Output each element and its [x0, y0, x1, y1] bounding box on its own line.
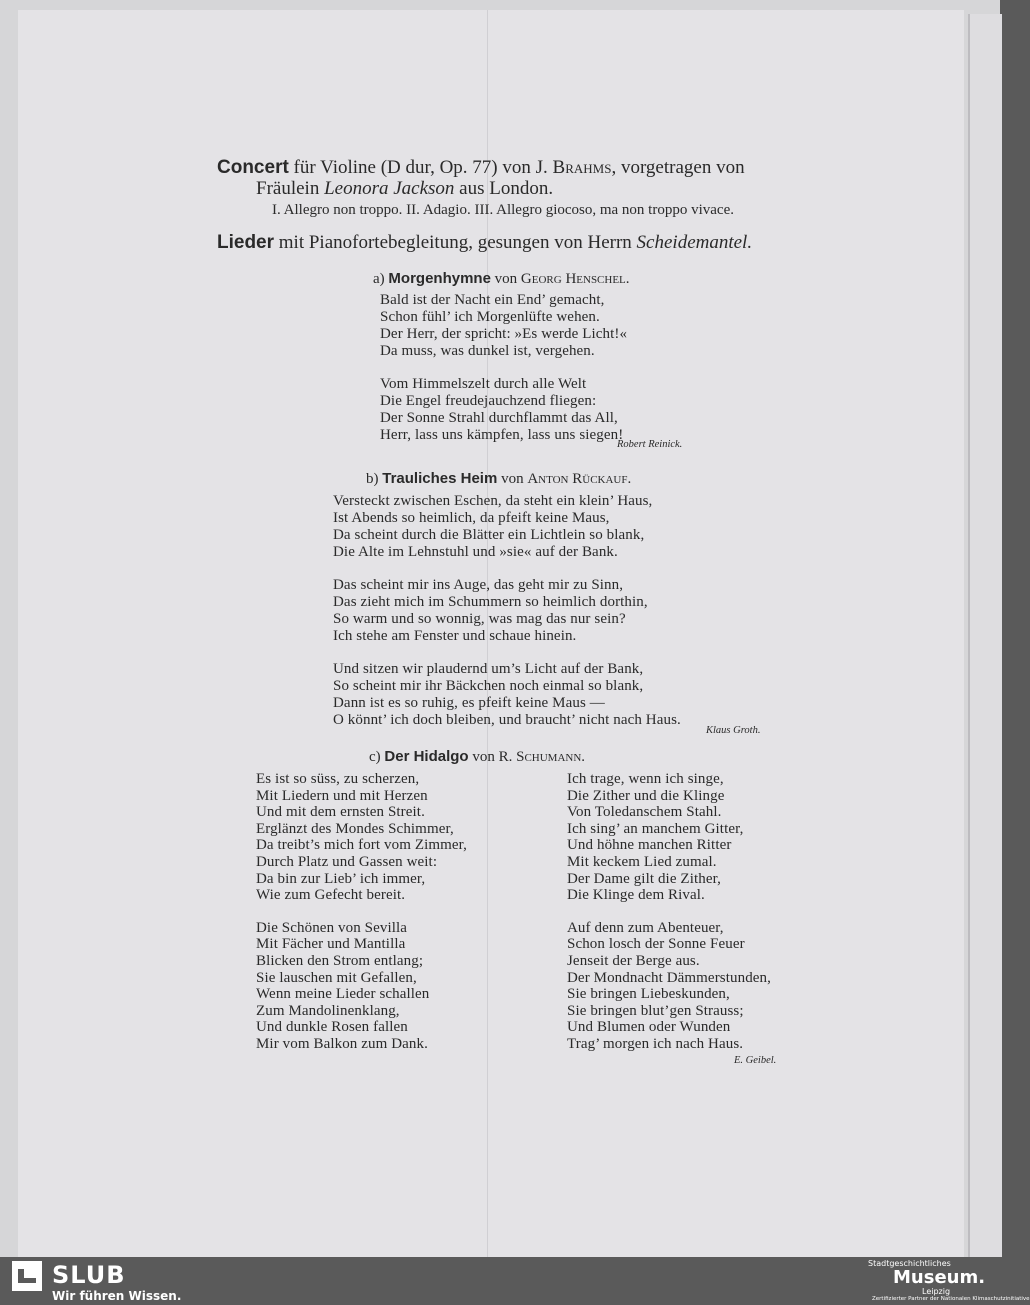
song-a-index: a) — [373, 271, 389, 287]
verse-line: Durch Platz und Gassen weit: — [256, 854, 438, 870]
verse-line: Die Schönen von Sevilla — [256, 919, 408, 936]
song-c-title: Der Hidalgo — [384, 748, 469, 765]
verse-line: Mit keckem Lied zumal. — [567, 854, 717, 870]
verse-line: Zum Mandolinenklang, — [256, 1002, 400, 1019]
verse-line: Die Zither und die Klinge — [567, 787, 725, 804]
museum-label: Stadtgeschichtliches — [868, 1259, 951, 1268]
verse-line: Sie bringen blut’gen Strauss; — [567, 1002, 744, 1019]
verse-line: Der Mondnacht Dämmerstunden, — [567, 969, 771, 986]
verse-line: Die Klinge dem Rival. — [567, 887, 705, 904]
song-b-index: b) — [366, 471, 383, 487]
concert-line2a: Fräulein — [256, 178, 325, 199]
concert-lead: Concert — [217, 157, 289, 178]
verse-line: Mir vom Balkon zum Dank. — [256, 1036, 428, 1052]
museum-city: Leipzig — [922, 1287, 951, 1296]
verse-line: Dann ist es so ruhig, es pfeift keine Maus — — [333, 695, 605, 711]
song-b-heading — [366, 470, 631, 488]
verse-line: So warm und so wonnig, was mag das nur sein? — [333, 611, 626, 627]
verse-line: Jenseit der Berge aus. — [567, 953, 700, 969]
verse-line: Die Alte im Lehnstuhl und »sie« auf der Bank. — [333, 544, 618, 560]
verse-line: Versteckt zwischen Eschen, da steht ein klein’ Haus, — [333, 493, 653, 509]
concert-text-2: , vorgetragen von — [611, 157, 745, 178]
concert-heading — [217, 157, 745, 179]
verse-line: Da bin zur Lieb’ ich immer, — [256, 870, 426, 887]
verse-line: Und mit dem ernsten Streit. — [256, 804, 425, 821]
slub-logo-icon — [12, 1261, 42, 1291]
verse-line: Da scheint durch die Blätter ein Lichtlein so blank, — [333, 527, 645, 543]
song-b-poet: Klaus Groth. — [706, 725, 761, 736]
verse-line: Der Herr, der spricht: »Es werde Licht!« — [380, 326, 628, 342]
slub-tagline: Wir führen Wissen. — [52, 1289, 182, 1303]
adjacent-page-edge — [968, 14, 1002, 1257]
verse-line: Schon losch der Sonne Feuer — [567, 936, 745, 953]
verse-line: Herr, lass uns kämpfen, lass uns siegen! — [380, 427, 624, 443]
song-a-composer: Georg Henschel. — [520, 271, 630, 287]
song-c-poet: E. Geibel. — [734, 1055, 777, 1066]
verse-line: So scheint mir ihr Bäckchen noch einmal so blank, — [333, 678, 644, 694]
song-b-by: von — [497, 471, 528, 487]
song-c-heading — [369, 748, 585, 766]
verse-line: Es ist so süss, zu scherzen, — [256, 771, 420, 787]
verse-line: Von Toledanschem Stahl. — [567, 804, 722, 821]
slub-name: SLUB — [52, 1261, 126, 1289]
verse-line: Und dunkle Rosen fallen — [256, 1019, 408, 1036]
lieder-singer: Scheidemantel. — [636, 232, 753, 253]
concert-text: für Violine (D dur, Op. 77) von J. — [288, 157, 553, 178]
verse-line: Blicken den Strom entlang; — [256, 953, 424, 969]
song-a-poet: Robert Reinick. — [617, 439, 683, 450]
verse-line: Auf denn zum Abenteuer, — [567, 919, 724, 936]
verse-line: Mit Fächer und Mantilla — [256, 936, 406, 953]
concert-performer-line — [256, 178, 553, 200]
verse-line: Erglänzt des Mondes Schimmer, — [256, 820, 454, 837]
verse-line: Und höhne manchen Ritter — [567, 837, 732, 854]
verse-line: Ich trage, wenn ich singe, — [567, 771, 724, 787]
concert-performer: Leonora Jackson — [324, 178, 455, 199]
museum-cert: Zertifizierter Partner der Nationalen Klimaschutzinitiative — [872, 1296, 1030, 1302]
song-c-by: von — [468, 749, 499, 765]
verse-line: Sie bringen Liebeskunden, — [567, 986, 730, 1003]
verse-line: Schon fühl’ ich Morgenlüfte wehen. — [380, 309, 600, 325]
song-b-title: Trauliches Heim — [382, 470, 498, 487]
verse-line: Das zieht mich im Schummern so heimlich dorthin, — [333, 594, 648, 610]
verse-line: Die Engel freudejauchzend fliegen: — [380, 393, 597, 409]
verse-line: Das scheint mir ins Auge, das geht mir zu Sinn, — [333, 577, 624, 593]
song-a-heading — [373, 270, 630, 288]
song-b-composer: Anton Rückauf. — [527, 471, 632, 487]
verse-line: O könnt’ ich doch bleiben, und braucht’ nicht nach Haus. — [333, 712, 681, 728]
verse-line: Ich sing’ an manchem Gitter, — [567, 820, 744, 837]
lieder-lead: Lieder — [217, 232, 275, 253]
verse-line: Und Blumen oder Wunden — [567, 1019, 731, 1036]
verse-line: Der Dame gilt die Zither, — [567, 870, 721, 887]
lieder-heading — [217, 232, 752, 254]
verse-line: Ist Abends so heimlich, da pfeift keine Maus, — [333, 510, 610, 526]
verse-line: Da muss, was dunkel ist, vergehen. — [380, 343, 595, 359]
verse-line: Wenn meine Lieder schallen — [256, 986, 430, 1003]
verse-line: Trag’ morgen ich nach Haus. — [567, 1036, 744, 1052]
verse-line: Mit Liedern und mit Herzen — [256, 787, 428, 804]
song-c-index: c) — [369, 749, 385, 765]
verse-line: Wie zum Gefecht bereit. — [256, 887, 406, 904]
song-a-by: von — [490, 271, 521, 287]
concert-composer: Brahms — [552, 157, 612, 178]
song-c-composer: R. Schumann. — [498, 749, 586, 765]
verse-line: Vom Himmelszelt durch alle Welt — [380, 376, 587, 392]
concert-movements: I. Allegro non troppo. II. Adagio. III. Allegro giocoso, ma non troppo vivace. — [272, 202, 734, 218]
lieder-text: mit Pianofortebegleitung, gesungen von Herrn — [274, 232, 637, 253]
museum-name: Museum. — [893, 1267, 986, 1288]
concert-line2b: aus London. — [454, 178, 554, 199]
verse-line: Ich stehe am Fenster und schaue hinein. — [333, 628, 577, 644]
verse-line: Und sitzen wir plaudernd um’s Licht auf der Bank, — [333, 661, 644, 677]
song-a-title: Morgenhymne — [388, 270, 491, 287]
verse-line: Der Sonne Strahl durchflammt das All, — [380, 410, 618, 426]
viewer-footer — [0, 1257, 1030, 1305]
verse-line: Sie lauschen mit Gefallen, — [256, 969, 417, 986]
verse-line: Bald ist der Nacht ein End’ gemacht, — [380, 292, 605, 308]
verse-line: Da treibt’s mich fort vom Zimmer, — [256, 837, 467, 854]
